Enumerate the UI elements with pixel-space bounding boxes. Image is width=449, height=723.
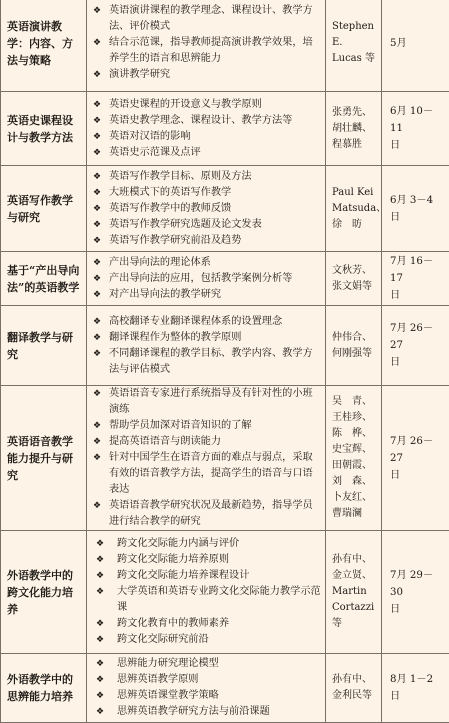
list-item-text: 思辨英语教学研究方法与前沿课题 (117, 706, 270, 717)
list-item-text: 提高英语语音与朗读能力 (109, 436, 221, 447)
list-item (91, 386, 322, 418)
content-list (91, 656, 322, 720)
lecturer-name: 文秋芳、 (332, 263, 378, 279)
content-list (91, 255, 322, 303)
list-item (91, 656, 322, 672)
lecturer-name: Cortazzi (332, 600, 378, 616)
list-item-text: 英语写作教学中的教师反馈 (109, 203, 231, 214)
course-date (382, 92, 449, 166)
list-item (91, 67, 322, 83)
diamond-bullet-icon: ❖ (93, 434, 101, 450)
diamond-bullet-icon: ❖ (93, 314, 101, 330)
content-list (91, 536, 322, 648)
lecturer-name: 张文娟等 (332, 279, 378, 295)
diamond-bullet-icon: ❖ (93, 330, 101, 346)
date-text: 5月 (390, 35, 446, 52)
list-item (91, 672, 322, 688)
list-item-text: 跨文化交际能力内涵与评价 (117, 538, 239, 549)
list-item-text: 不同翻译课程的教学目标、教学内容、教学方法与评估模式 (109, 348, 313, 375)
list-item (91, 552, 322, 568)
list-item-text: 跨文化教育中的教师素养 (117, 618, 229, 629)
date-text: 6月 10－11 (390, 103, 446, 137)
list-item (91, 568, 322, 584)
list-item (91, 185, 322, 201)
course-title: 外语教学中的跨文化能力培养 (1, 531, 87, 654)
list-item-text: 产出导向法的理论体系 (109, 257, 211, 268)
lecturers (326, 166, 382, 252)
list-item-text: 英语语音专家进行系统指导及有针对性的小班演练 (109, 388, 313, 415)
list-item (91, 314, 322, 330)
list-item-text: 思辨英语教学原则 (117, 674, 199, 685)
lecturer-name: 金立贤、 (332, 568, 378, 584)
list-item-text: 英语史教学理念、课程设计、教学方法等 (109, 115, 292, 126)
table-row (1, 531, 449, 654)
diamond-bullet-icon: ❖ (96, 632, 104, 648)
date-text: 6月 3－4 日 (390, 192, 446, 226)
lecturers (326, 531, 382, 654)
date-text: 7月 29－30 (390, 567, 446, 601)
list-item-text: 英语写作教学研究选题及论文发表 (109, 219, 262, 230)
course-content (87, 531, 326, 654)
diamond-bullet-icon: ❖ (93, 35, 101, 51)
list-item (91, 616, 322, 632)
list-item (91, 233, 322, 249)
list-item (91, 330, 322, 346)
diamond-bullet-icon: ❖ (96, 672, 104, 688)
table-row (1, 306, 449, 386)
date-text: 日 (390, 354, 446, 371)
diamond-bullet-icon: ❖ (93, 386, 101, 402)
lecturer-name: Paul Kei (332, 185, 378, 201)
list-item (91, 3, 322, 35)
list-item (91, 450, 322, 498)
list-item-text: 英语写作教学目标、原则及方法 (109, 171, 252, 182)
lecturer-name: 张勇先、 (332, 105, 378, 121)
list-item-text: 跨文化交际能力培养课程设计 (117, 570, 249, 581)
table-row (1, 0, 449, 92)
list-item (91, 145, 322, 161)
course-content (87, 386, 326, 531)
list-item (91, 35, 322, 67)
diamond-bullet-icon: ❖ (93, 169, 101, 185)
diamond-bullet-icon: ❖ (93, 145, 101, 161)
date-text: 日 (390, 137, 446, 154)
diamond-bullet-icon: ❖ (96, 536, 104, 552)
list-item (91, 704, 322, 720)
list-item-text: 英语史示范课及点评 (109, 147, 201, 158)
diamond-bullet-icon: ❖ (96, 704, 104, 720)
lecturer-name: 卜友红、 (332, 490, 378, 506)
lecturer-name: 仲伟合、 (332, 330, 378, 346)
list-item (91, 113, 322, 129)
diamond-bullet-icon: ❖ (93, 113, 101, 129)
course-content (87, 92, 326, 166)
lecturer-name: 田朝霞、 (332, 458, 378, 474)
course-title: 英语史课程设计与教学方法 (1, 92, 87, 166)
course-title: 翻译教学与研究 (1, 306, 87, 386)
lecturer-name: 王桂珍、 (332, 410, 378, 426)
list-item-text: 英语写作教学研究前沿及趋势 (109, 235, 241, 246)
diamond-bullet-icon: ❖ (96, 656, 104, 672)
content-list (91, 3, 322, 83)
date-text: 日 (390, 287, 446, 304)
list-item-text: 高校翻译专业翻译课程体系的设置理念 (109, 316, 282, 327)
course-title: 外语教学中的思辨能力培养 (1, 654, 87, 723)
lecturers (326, 92, 382, 166)
course-date (382, 166, 449, 252)
date-text: 7月 26－27 (390, 433, 446, 467)
list-item-text: 英语对汉语的影响 (109, 131, 191, 142)
course-title: 英语语音教学能力提升与研究 (1, 386, 87, 531)
lecturers (326, 0, 382, 92)
lecturer-name: Lucas 等 (332, 51, 378, 67)
diamond-bullet-icon: ❖ (96, 568, 104, 584)
list-item-text: 结合示范课，指导教师提高演讲教学效果，培养学生的语言和思辨能力 (109, 37, 313, 64)
date-text: 日 (390, 467, 446, 484)
list-item (91, 632, 322, 648)
list-item (91, 418, 322, 434)
diamond-bullet-icon: ❖ (93, 450, 101, 466)
table-row (1, 252, 449, 306)
list-item-text: 大学英语和英语专业跨文化交际能力教学示范课 (117, 586, 321, 613)
lecturer-name: 何刚强等 (332, 346, 378, 362)
list-item-text: 思辨英语课堂教学策略 (117, 690, 219, 701)
lecturer-name: 金利民等 (332, 688, 378, 704)
course-table-body (1, 0, 449, 723)
table-row (1, 654, 449, 723)
list-item-text: 针对中国学生在语音方面的难点与弱点，采取有效的语音教学方法，提高学生的语音与口语表达 (109, 452, 313, 495)
table-row (1, 386, 449, 531)
course-content (87, 166, 326, 252)
list-item (91, 434, 322, 450)
diamond-bullet-icon: ❖ (93, 67, 101, 83)
course-date (382, 252, 449, 306)
list-item (91, 287, 322, 303)
list-item-text: 帮助学员加深对语音知识的了解 (109, 420, 252, 431)
lecturer-name: 程慕胜 (332, 137, 378, 153)
content-list (91, 314, 322, 378)
lecturer-name: Martin (332, 584, 378, 600)
course-content (87, 306, 326, 386)
list-item (91, 346, 322, 378)
list-item (91, 217, 322, 233)
lecturers (326, 306, 382, 386)
lecturers (326, 386, 382, 531)
list-item (91, 169, 322, 185)
course-content (87, 654, 326, 723)
content-list (91, 386, 322, 530)
list-item-text: 产出导向法的应用，包括教学案例分析等 (109, 273, 292, 284)
course-date (382, 654, 449, 723)
date-text: 8月 1－2 日 (390, 671, 446, 705)
diamond-bullet-icon: ❖ (93, 346, 101, 362)
lecturer-name: 史宝辉、 (332, 442, 378, 458)
lecturers (326, 252, 382, 306)
lecturer-name: 孙有中、 (332, 672, 378, 688)
diamond-bullet-icon: ❖ (93, 3, 101, 19)
table-row (1, 92, 449, 166)
date-text: 7月 16－17 (390, 253, 446, 287)
diamond-bullet-icon: ❖ (96, 552, 104, 568)
diamond-bullet-icon: ❖ (96, 584, 104, 600)
list-item-text: 跨文化交际能力培养原则 (117, 554, 229, 565)
diamond-bullet-icon: ❖ (93, 418, 101, 434)
diamond-bullet-icon: ❖ (93, 185, 101, 201)
course-title: 英语写作教学与研究 (1, 166, 87, 252)
list-item-text: 思辨能力研究理论模型 (117, 658, 219, 669)
diamond-bullet-icon: ❖ (93, 287, 101, 303)
lecturer-name: 徐 昉 (332, 217, 378, 233)
list-item (91, 536, 322, 552)
date-text: 日 (390, 601, 446, 618)
list-item (91, 255, 322, 271)
list-item-text: 英语史课程的开设意义与教学原则 (109, 99, 262, 110)
list-item-text: 对产出导向法的教学研究 (109, 289, 221, 300)
lecturer-name: 曹瑞澜 (332, 506, 378, 522)
course-date (382, 386, 449, 531)
lecturer-name: 孙有中、 (332, 552, 378, 568)
lecturer-name: 刘 森、 (332, 474, 378, 490)
course-date (382, 306, 449, 386)
list-item (91, 271, 322, 287)
diamond-bullet-icon: ❖ (93, 498, 101, 514)
table-row (1, 166, 449, 252)
diamond-bullet-icon: ❖ (93, 271, 101, 287)
diamond-bullet-icon: ❖ (93, 201, 101, 217)
list-item (91, 688, 322, 704)
list-item (91, 97, 322, 113)
lecturer-name: 胡壮麟、 (332, 121, 378, 137)
list-item-text: 翻译课程作为整体的教学原则 (109, 332, 241, 343)
diamond-bullet-icon: ❖ (96, 616, 104, 632)
list-item-text: 演讲教学研究 (109, 69, 170, 80)
lecturers (326, 654, 382, 723)
list-item-text: 英语演讲课程的教学理念、课程设计、教学方法、评价模式 (109, 5, 313, 32)
lecturer-name: 吴 青、 (332, 394, 378, 410)
diamond-bullet-icon: ❖ (93, 255, 101, 271)
list-item-text: 英语语音教学研究状况及最新趋势，指导学员进行结合教学的研究 (109, 500, 313, 527)
list-item (91, 584, 322, 616)
course-content (87, 252, 326, 306)
diamond-bullet-icon: ❖ (93, 129, 101, 145)
list-item (91, 498, 322, 530)
course-content (87, 0, 326, 92)
content-list (91, 169, 322, 249)
diamond-bullet-icon: ❖ (93, 97, 101, 113)
course-date (382, 0, 449, 92)
diamond-bullet-icon: ❖ (96, 688, 104, 704)
list-item (91, 201, 322, 217)
lecturer-name: 陈 桦、 (332, 426, 378, 442)
course-title: 英语演讲教学：内容、方法与策略 (1, 0, 87, 92)
course-title: 基于“产出导向法”的英语教学 (1, 252, 87, 306)
lecturer-name: Stephen E. (332, 19, 378, 51)
lecturer-name: 等 (332, 616, 378, 632)
diamond-bullet-icon: ❖ (93, 217, 101, 233)
list-item-text: 大班模式下的英语写作教学 (109, 187, 231, 198)
course-date (382, 531, 449, 654)
lecturer-name: Matsuda、 (332, 201, 378, 217)
list-item (91, 129, 322, 145)
date-text: 7月 26－27 (390, 320, 446, 354)
content-list (91, 97, 322, 161)
diamond-bullet-icon: ❖ (93, 233, 101, 249)
list-item-text: 跨文化交际研究前沿 (117, 634, 209, 645)
